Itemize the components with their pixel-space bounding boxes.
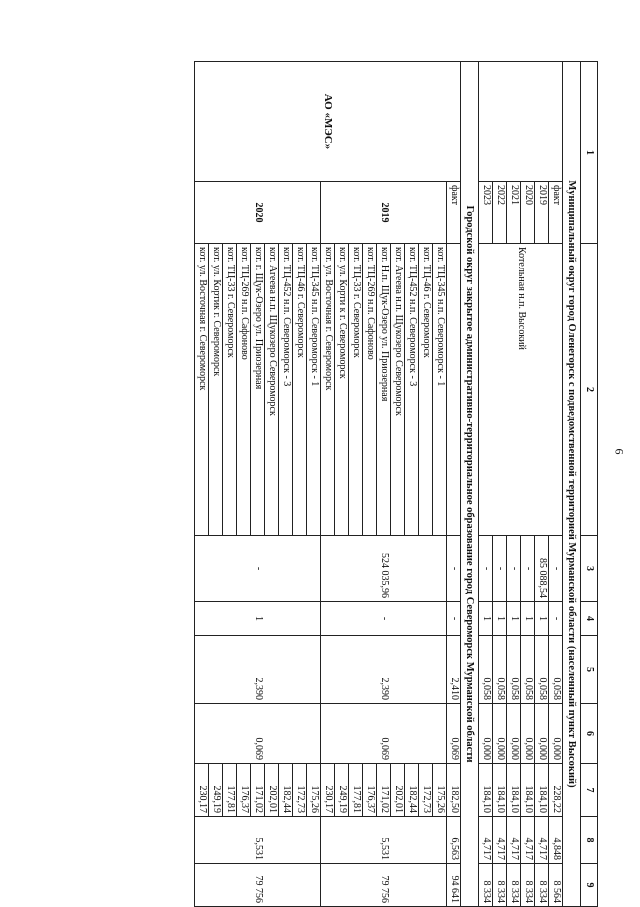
facility-name: кот. ТЦ-46 г. Североморск [419, 244, 433, 536]
cell-c5: 2,410 [447, 636, 461, 704]
cell-c7: 230,17 [195, 764, 209, 817]
cell-c4: 1 [493, 602, 507, 636]
facility-name: кот. ул. Кортик г. Североморск [209, 244, 223, 536]
cell-c4: 1 [535, 602, 549, 636]
cell-c9: 8 564 [549, 864, 563, 907]
cell-c7: 249,19 [335, 764, 349, 817]
year-cell: факт [549, 182, 563, 244]
year-cell: факт [447, 182, 461, 244]
cell-c3: 524 035,96 [321, 536, 447, 602]
cell-c6: 0,069 [447, 704, 461, 764]
cell-c7: 230,17 [321, 764, 335, 817]
year-cell: 2020 [195, 182, 321, 244]
cell-c4: 1 [195, 602, 321, 636]
cell-c7: 202,01 [265, 764, 279, 817]
cell-c7: 249,19 [209, 764, 223, 817]
cell-c7: 177,81 [349, 764, 363, 817]
cell-c5: 0,058 [549, 636, 563, 704]
section-title: Муниципальный округ город Оленегорск с подведомственной территорией Мурманской области (населенный пункт Высокий) [563, 62, 581, 907]
table-row [433, 62, 447, 907]
cell-c8: 4,717 [521, 817, 535, 864]
header-cell-3: 3 [581, 536, 598, 602]
cell-c3: - [521, 536, 535, 602]
facility-name: кот. ТЦ-33 г. Североморск [223, 244, 237, 536]
cell-c3: - [493, 536, 507, 602]
table-row [307, 62, 321, 907]
cell-c3: - [195, 536, 321, 602]
cell-c6: 0,000 [549, 704, 563, 764]
facility-cell: Котельная н.п. Высокий [479, 244, 563, 536]
year-cell: 2020 [521, 182, 535, 244]
cell-c7: 176,37 [237, 764, 251, 817]
header-cell-5: 5 [581, 636, 598, 704]
cell-c8: 5,531 [195, 817, 321, 864]
header-cell-2: 2 [581, 244, 598, 536]
column-number-row [581, 62, 598, 907]
section-title: Городской округ закрытое административно-территориальное образование город Североморск Мурманской области [461, 62, 479, 907]
facility-name: кот. ТЦ-345 н.п. Североморск - 1 [307, 244, 321, 536]
cell-c7: 171,02 [251, 764, 265, 817]
facility-name: кот. ТЦ-452 н.п. Североморск - 3 [405, 244, 419, 536]
cell-c7: 228,22 [549, 764, 563, 817]
facility-name: кот. Агеева н.п. Щукозеро Североморск [265, 244, 279, 536]
header-cell-6: 6 [581, 704, 598, 764]
facility-name: кот. ул. Восточная г. Североморск [321, 244, 335, 536]
cell-c4: 1 [507, 602, 521, 636]
facility-name: кот. ТЦ-452 н.п. Североморск - 3 [279, 244, 293, 536]
facility-name: кот. ТЦ-33 г. Североморск [349, 244, 363, 536]
year-cell: 2019 [321, 182, 447, 244]
cell-c7: 184,10 [479, 764, 493, 817]
facility-name: кот. ТЦ-269 н.п. Сафоново [237, 244, 251, 536]
facility-name: кот. ТЦ-345 н.п. Североморск - 1 [433, 244, 447, 536]
cell-c7: 184,10 [535, 764, 549, 817]
cell-c9: 79 756 [195, 864, 321, 907]
header-cell-8: 8 [581, 817, 598, 864]
cell-c5: 0,058 [479, 636, 493, 704]
cell-c4: - [321, 602, 447, 636]
section-title-row [461, 62, 479, 907]
cell-c7: 176,37 [363, 764, 377, 817]
cell-c5: 0,058 [535, 636, 549, 704]
cell-c5: 0,058 [507, 636, 521, 704]
cell-c7: 172,73 [419, 764, 433, 817]
cell-c3: - [507, 536, 521, 602]
cell-c4: 1 [479, 602, 493, 636]
facility-name: кот. ТЦ-46 г. Североморск [293, 244, 307, 536]
cell-c8: 5,531 [321, 817, 447, 864]
cell-c7: 202,01 [391, 764, 405, 817]
cell-c4: - [549, 602, 563, 636]
cell-c7: 184,10 [493, 764, 507, 817]
cell-c6: 0,000 [493, 704, 507, 764]
cell-c8: 4,717 [479, 817, 493, 864]
cell-c9: 79 756 [321, 864, 447, 907]
facility-name: кот. ул. Восточная г. Североморск [195, 244, 209, 536]
cell-c7: 175,26 [307, 764, 321, 817]
year-cell: 2023 [479, 182, 493, 244]
cell-c6: 0,069 [321, 704, 447, 764]
cell-c7: 182,44 [279, 764, 293, 817]
header-cell-4: 4 [581, 602, 598, 636]
facility-name: кот. г. Щук-Озеро ул. Приозерная [251, 244, 265, 536]
header-cell-9: 9 [581, 864, 598, 907]
section-title-row [563, 62, 581, 907]
cell-c7: 182,44 [405, 764, 419, 817]
cell-c7: 175,26 [433, 764, 447, 817]
cell-c4: - [447, 602, 461, 636]
cell-c6: 0,000 [507, 704, 521, 764]
cell-c9: 8 334 [507, 864, 521, 907]
cell-c5: 0,058 [521, 636, 535, 704]
cell-c6: 0,069 [195, 704, 321, 764]
facility-name: кот. ул. Корти к г. Североморск [335, 244, 349, 536]
cell-c7: 184,10 [507, 764, 521, 817]
cell-c8: 4,717 [535, 817, 549, 864]
header-cell-7: 7 [581, 764, 598, 817]
cell-c5: 2,390 [321, 636, 447, 704]
year-cell: 2022 [493, 182, 507, 244]
organization-cell: АО «МЭС» [195, 62, 461, 182]
cell-c7: 171,02 [377, 764, 391, 817]
tariff-table [194, 61, 598, 907]
name-cell-empty [447, 244, 461, 536]
cell-c3: - [479, 536, 493, 602]
cell-c8: 4,848 [549, 817, 563, 864]
cell-c7: 172,73 [293, 764, 307, 817]
org-cell-empty [479, 62, 563, 182]
cell-c9: 8 334 [521, 864, 535, 907]
facility-name: кот. Агеева н.п. Щукозеро Североморск [391, 244, 405, 536]
cell-c6: 0,000 [521, 704, 535, 764]
table-row [549, 62, 563, 907]
year-cell: 2019 [535, 182, 549, 244]
cell-c8: 4,717 [493, 817, 507, 864]
cell-c6: 0,000 [479, 704, 493, 764]
cell-c7: 182,50 [447, 764, 461, 817]
header-cell-1: 1 [581, 62, 598, 244]
facility-name: кот. ТЦ-269 н.п. Сафоново [363, 244, 377, 536]
cell-c9: 94 641 [447, 864, 461, 907]
cell-c3: - [447, 536, 461, 602]
cell-c7: 177,81 [223, 764, 237, 817]
cell-c8: 4,717 [507, 817, 521, 864]
cell-c9: 8 334 [493, 864, 507, 907]
table-frame [97, 61, 598, 903]
cell-c9: 8 334 [479, 864, 493, 907]
rotated-page [97, 61, 598, 903]
year-cell: 2021 [507, 182, 521, 244]
cell-c4: 1 [521, 602, 535, 636]
cell-c5: 2,390 [195, 636, 321, 704]
cell-c7: 184,10 [521, 764, 535, 817]
cell-c5: 0,058 [493, 636, 507, 704]
table-row [447, 62, 461, 907]
cell-c9: 8 334 [535, 864, 549, 907]
cell-c3: - [549, 536, 563, 602]
page-number: 6 [612, 448, 627, 455]
cell-c8: 6,563 [447, 817, 461, 864]
facility-name: кот. Н.п. Щук-Озеро ул. Приозерная [377, 244, 391, 536]
cell-c3: 85 088,54 [535, 536, 549, 602]
cell-c6: 0,000 [535, 704, 549, 764]
